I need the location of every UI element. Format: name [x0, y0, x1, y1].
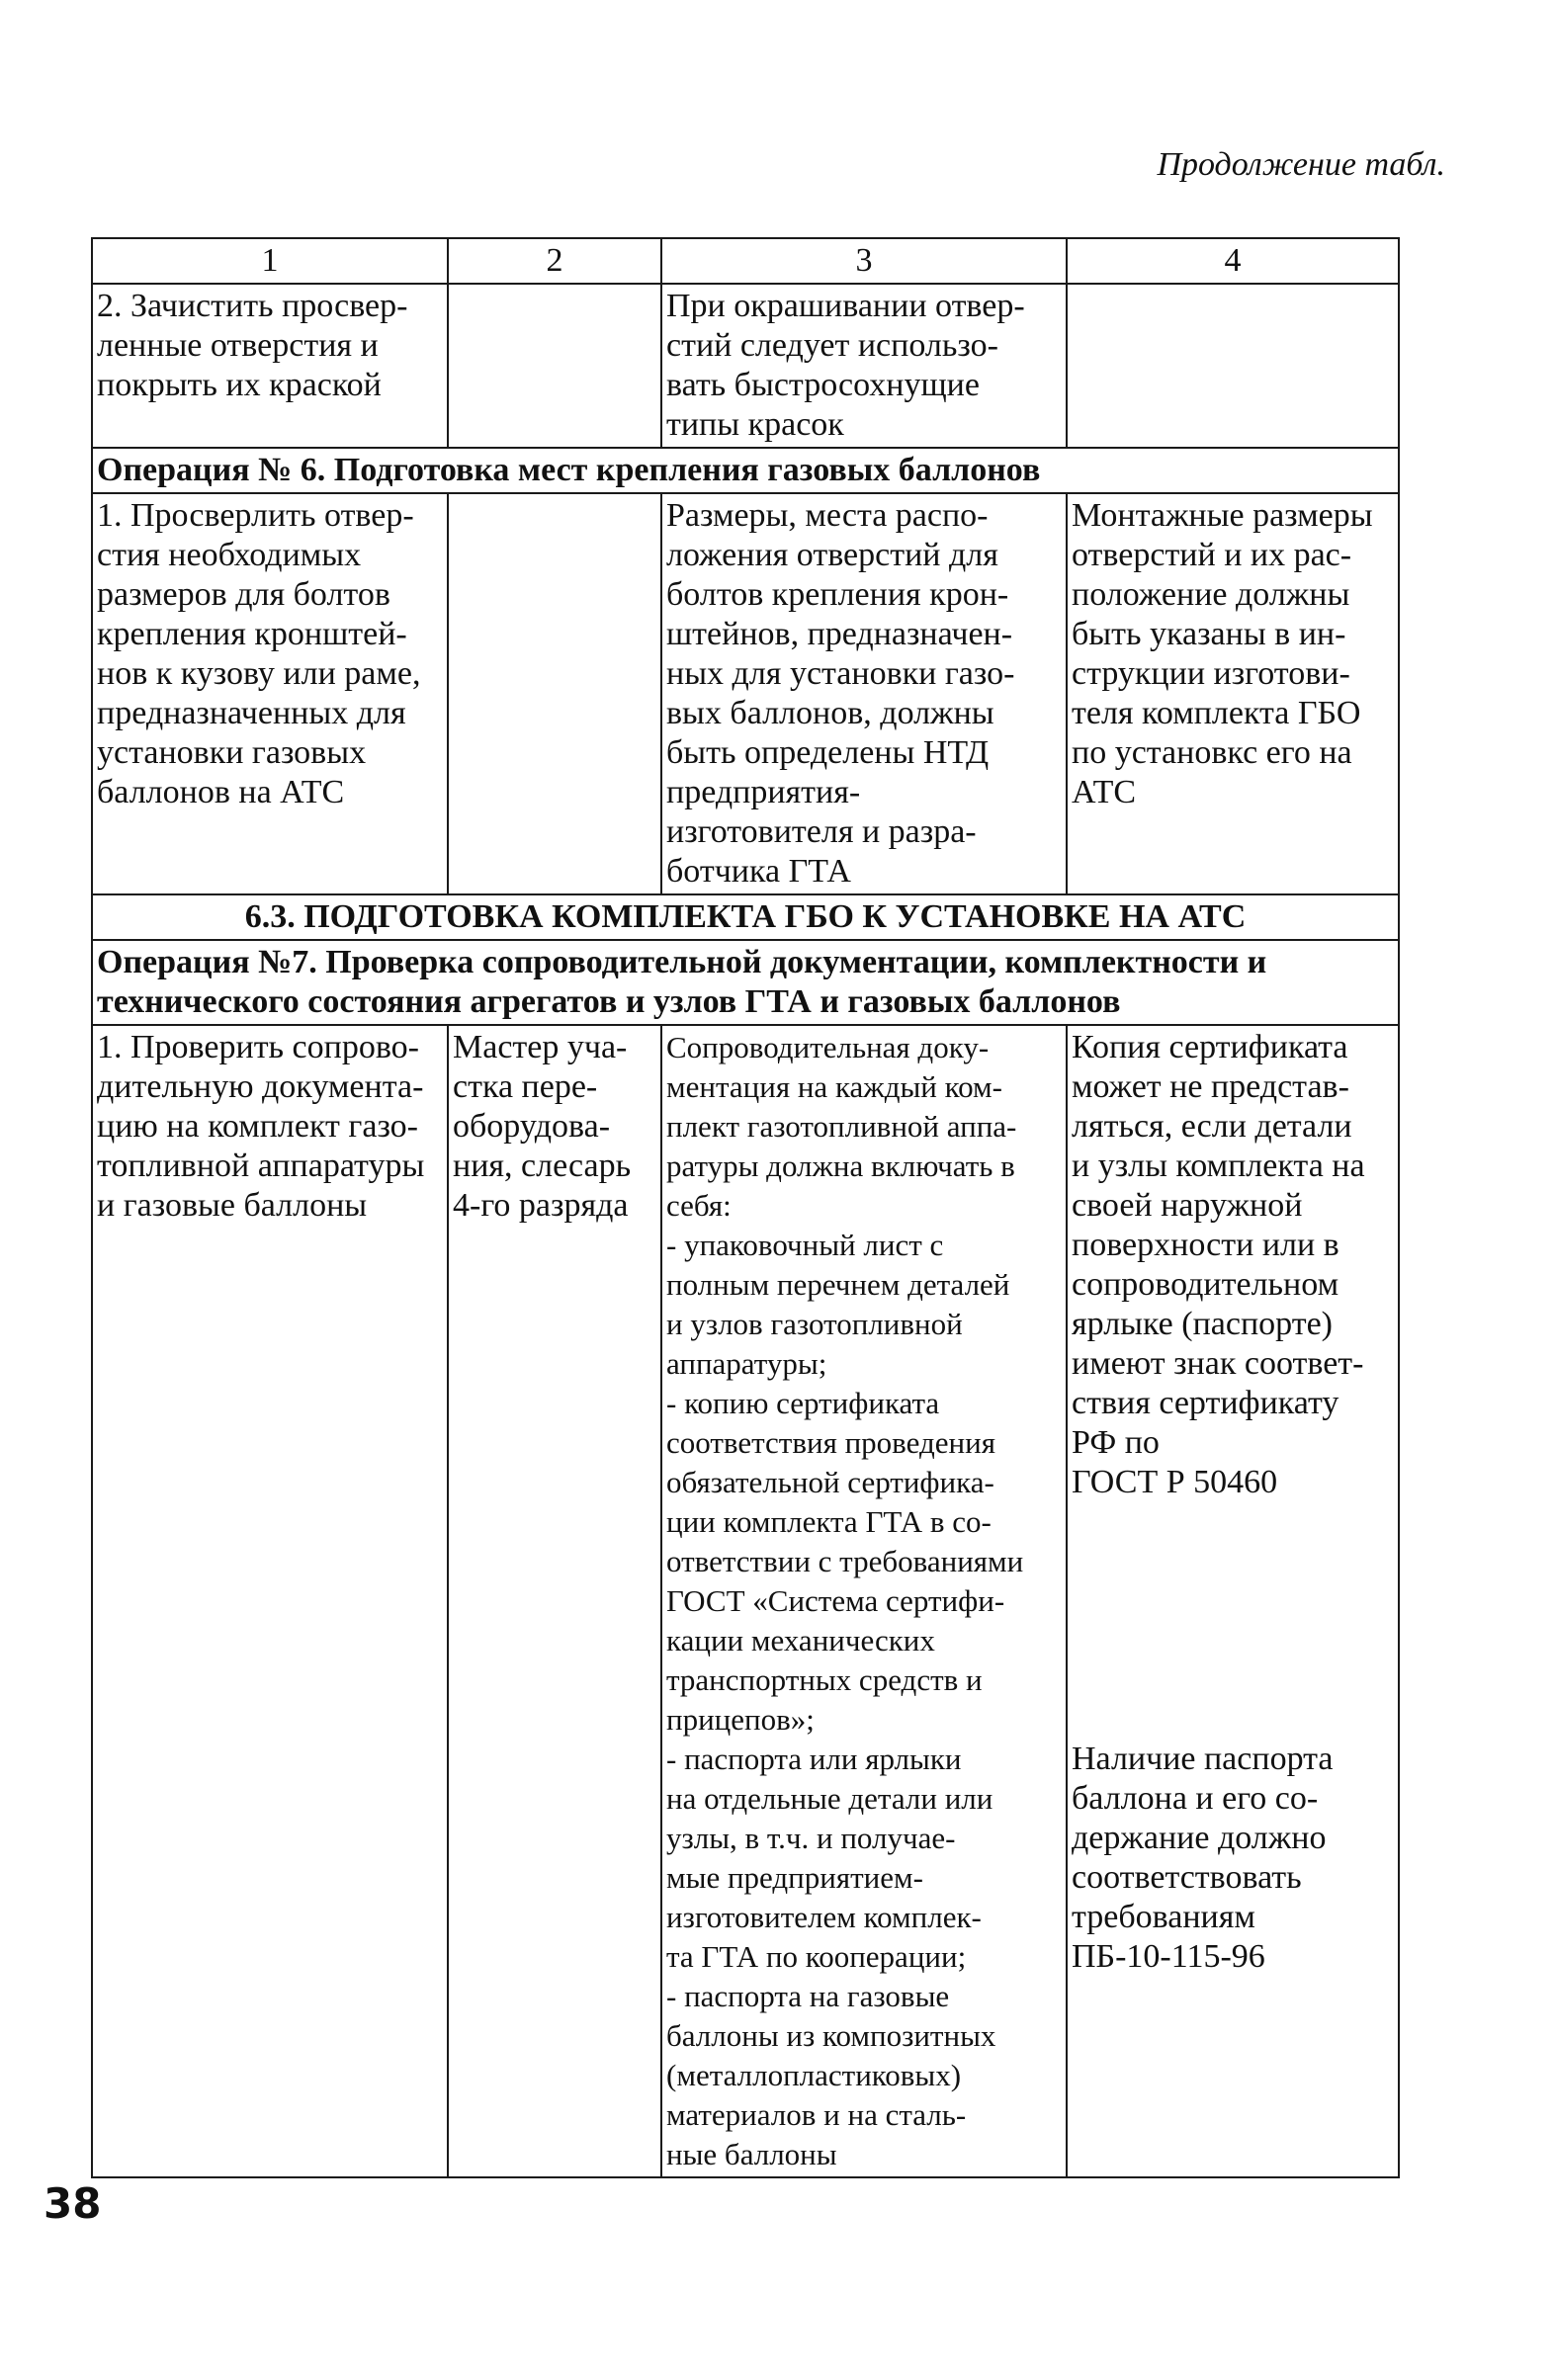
section-row: [92, 894, 1399, 940]
performer-cell: Мастер уча- стка пере- оборудова- ния, слесарь 4-го разряда: [448, 1025, 661, 2177]
table-row: [92, 493, 1399, 894]
operation-row: [92, 448, 1399, 493]
step-cell: 1. Просверлить отвер- стия необходимых размеров для болтов крепления кронштей- нов к кузову или раме, предназначенных для установки газовых баллонов на АТС: [92, 493, 448, 894]
col-header-1: 1: [92, 238, 448, 284]
section-heading: 6.3. ПОДГОТОВКА КОМПЛЕКТА ГБО К УСТАНОВКЕ НА АТС: [92, 894, 1399, 940]
requirements-cell: Сопроводительная доку- ментация на каждый ком- плект газотопливной аппа- ратуры должна включать в себя: - упаковочный лист с полным перечнем деталей и узлов газотопливной аппаратуры; - копию сертификата соответствия проведения обязательной сертифика- ции комплекта ГТА в со- ответствии с требованиями ГОСТ «Система сертифи- кации механических транспортных средств и прицепов»; - паспорта или ярлыки на отдельные детали или узлы, в т.ч. и получае- мые предприятием- изготовителем комплек- та ГТА по кооперации; - паспорта на газовые баллоны из композитных (металлопластиковых) материалов и на сталь- ные баллоны: [661, 1025, 1067, 2177]
performer-cell: [448, 493, 661, 894]
operation-7-title: Операция №7. Проверка сопроводительной документации, комплектности и технического состояния агрегатов и узлов ГТА и газовых баллонов: [92, 940, 1399, 1025]
col-header-2: 2: [448, 238, 661, 284]
notes-cell: [1067, 284, 1399, 448]
col-header-3: 3: [661, 238, 1067, 284]
col-header-4: 4: [1067, 238, 1399, 284]
requirements-cell: Размеры, места распо- ложения отверстий для болтов крепления крон- штейнов, предназначен- ных для установки газо- вых баллонов, должны быть определены НТД предприятия- изготовителя и разра- ботчика ГТА: [661, 493, 1067, 894]
certificate-note: Копия сертификата может не представ- ляться, если детали и узлы комплекта на своей наружной поверхности или в сопроводительном ярлыке (паспорте) имеют знак соответ- ствия сертификату РФ по ГОСТ Р 50460: [1072, 1029, 1365, 1500]
notes-cell: Монтажные размеры отверстий и их рас- положение должны быть указаны в ин- струкции изготови- теля комплекта ГБО по установкс его на АТС: [1067, 493, 1399, 894]
notes-cell: [1067, 1025, 1399, 2177]
table-row: [92, 1025, 1399, 2177]
page-number: 38: [43, 2179, 102, 2228]
requirements-cell: При окрашивании отвер- стий следует использо- вать быстросохнущие типы красок: [661, 284, 1067, 448]
column-header-row: [92, 238, 1399, 284]
passport-note: Наличие паспорта баллона и его со- держание должно соответствовать требованиям ПБ-10-115-96: [1072, 1741, 1334, 1975]
step-cell: 2. Зачистить просвер- ленные отверстия и покрыть их краской: [92, 284, 448, 448]
table-row: [92, 284, 1399, 448]
operation-6-title: Операция № 6. Подготовка мест крепления газовых баллонов: [92, 448, 1399, 493]
procedure-table: [91, 237, 1400, 2178]
continuation-label: Продолжение табл.: [1157, 146, 1445, 183]
performer-cell: [448, 284, 661, 448]
step-cell: 1. Проверить сопрово- дительную документа- цию на комплект газо- топливной аппаратуры и газовые баллоны: [92, 1025, 448, 2177]
operation-row: [92, 940, 1399, 1025]
